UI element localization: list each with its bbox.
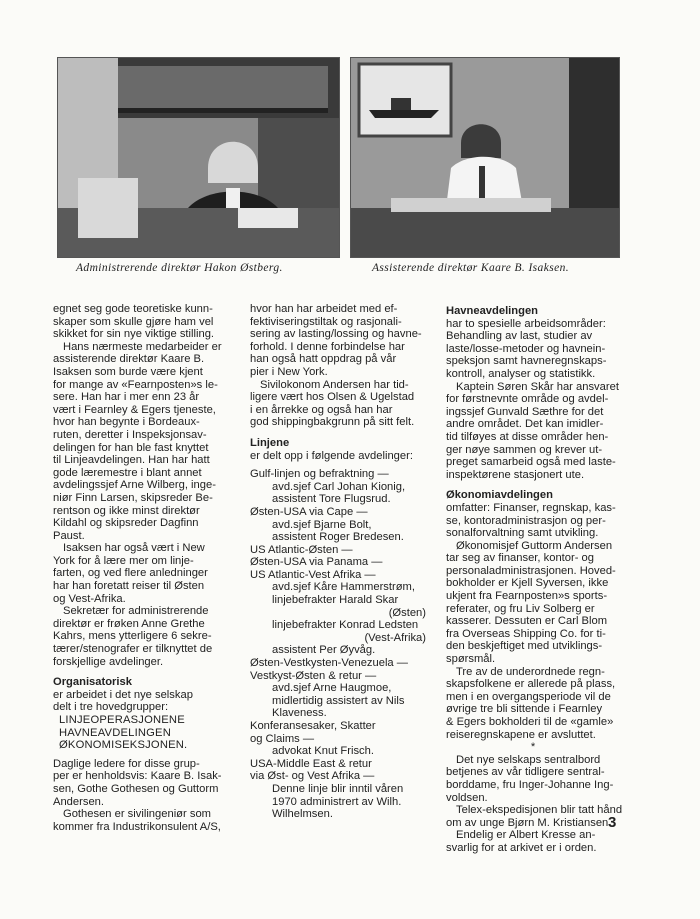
text-line: egnet seg gode teoretiske kunn- [53, 303, 213, 315]
text-line: & Egers bokholderi til de «gamle» [446, 716, 614, 728]
text-line: Konferansesaker, Skatter [250, 720, 376, 732]
text-line: ger nøye sammen og krever ut- [446, 443, 603, 456]
text-line: har han foretatt reiser til Østen [53, 580, 205, 593]
caption-right: Assisterende direktør Kaare B. Isaksen. [372, 262, 570, 274]
text-line: i en årrekke og også han har [250, 403, 393, 416]
text-line: ukjent fra Fearnposten»s sports- [446, 590, 608, 603]
text-line: assistent Per Øyvåg. [272, 644, 376, 657]
text-line: svarlig for at arkivet er i orden. [446, 841, 597, 854]
text-line: direktør er frøken Anne Grethe [53, 617, 205, 630]
text-line: assistent Roger Bredesen. [272, 531, 404, 544]
text-line: har to spesielle arbeidsområder: [446, 317, 606, 330]
text-line: per er henholdsvis: Kaare B. Isak- [53, 770, 222, 783]
text-line: til Linjeavdelingen. Han har hatt [53, 454, 210, 467]
text-line: Linjene [250, 436, 290, 449]
text-line: Østen-USA via Panama — [250, 556, 383, 569]
text-line: Gothesen er sivilingeniør som [63, 808, 211, 821]
text-line: Tre av de underordnede regn- [456, 665, 605, 678]
text-line: Kahrs, mens ytterligere 6 sekre- [53, 630, 212, 643]
text-line: York for å lære mer om linje- [53, 554, 194, 567]
text-line: pier i New York. [250, 365, 328, 378]
text-line: linjebefrakter Konrad Ledsten [272, 619, 419, 632]
text-line: Wilhelmsen. [272, 808, 333, 821]
text-line: men i en overgangsperiode vil de [446, 690, 611, 703]
text-line: assistent Tore Flugsrud. [272, 493, 391, 506]
text-line: avdelingssjef Arne Wilberg, inge- [53, 479, 216, 492]
text-line: sen, Gothe Gothesen og Guttorm [53, 782, 219, 795]
text-line: niør Finn Larsen, skipsreder Be- [53, 491, 213, 504]
text-line: borddame, fru Inger-Johanne Ing- [446, 778, 614, 791]
text-line: avd.sjef Carl Johan Kionig, [272, 480, 406, 493]
text-line: andre området. Det kan imidler- [446, 418, 604, 431]
text-line: spørsmål. [446, 653, 496, 666]
text-line: kasserer. Dessuten er Carl Blom [446, 615, 608, 628]
text-line: rentson og ikke minst direktør [53, 504, 200, 517]
text-line: * [530, 741, 536, 754]
caption-left: Administrerende direktør Hakon Østberg. [76, 262, 283, 274]
text-line: omfatter: Finanser, regnskap, kas- [446, 501, 616, 514]
text-line: ligere vært hos Olsen & Ugelstad [250, 391, 415, 404]
text-line: Klaveness. [272, 707, 327, 720]
text-line: vært i Fearnley & Egers tjeneste, [53, 403, 216, 416]
text-line: inspektørene stasjonert ute. [446, 468, 585, 481]
text-line: Organisatorisk [53, 676, 132, 689]
text-line: USA-Middle East & retur [250, 757, 372, 770]
text-line: via Øst- og Vest Afrika — [250, 770, 375, 783]
column-3 [446, 305, 623, 855]
text-line: advokat Knut Frisch. [272, 745, 374, 758]
text-line: speksjon samt havneregnskaps- [446, 355, 607, 368]
text-line: Sivilokonom Andersen har tid- [260, 378, 409, 391]
text-line: Isaksen som burde være kjent [53, 365, 203, 378]
text-line: Daglige ledere for disse grup- [53, 757, 200, 770]
text-line: fra Overseas Shipping Co. for ti- [446, 627, 606, 640]
text-line: fektiviseringstiltak og rasjonali- [250, 315, 402, 328]
text-line: delt i tre hovedgrupper: [53, 701, 169, 714]
text-line: ØKONOMISEKSJONEN. [59, 739, 188, 752]
text-line: den beskjeftiget med utviklings- [446, 640, 603, 653]
text-line: skikket for sin nye viktige stilling. [53, 328, 215, 341]
text-line: Vestkyst-Østen & retur — [250, 669, 377, 682]
text-line: og Vest-Afrika. [53, 592, 126, 605]
text-line: og Claims — [250, 732, 315, 745]
text-line: skapsfolkene er allerede på plass, [446, 678, 616, 691]
text-line: midlertidig assistert av Nils [272, 694, 405, 707]
text-line: 1970 administrert av Wilh. [272, 795, 402, 808]
text-line: Denne linje blir inntil våren [272, 782, 404, 795]
text-line: (Østen) [388, 606, 426, 619]
photo-hakon-ostberg [57, 57, 340, 258]
text-line: Østen-USA via Cape — [250, 505, 368, 518]
text-line: Andersen. [53, 795, 104, 808]
text-line: assisterende direktør Kaare B. [53, 353, 205, 366]
text-line: kontroll, analyser og statistikk. [446, 367, 596, 380]
photo-kaare-isaksen [350, 57, 620, 258]
text-line: Økonomisjef Guttorm Andersen [456, 539, 613, 552]
text-line: avd.sjef Arne Haugmoe, [272, 682, 392, 695]
text-line: Østen-Vestkysten-Venezuela — [250, 657, 408, 670]
text-line: US Atlantic-Vest Afrika — [250, 568, 376, 581]
text-line: avd.sjef Kåre Hammerstrøm, [272, 581, 415, 594]
text-line: referater, og fru Liv Solberg er [446, 602, 595, 615]
text-line: US Atlantic-Østen — [250, 543, 353, 556]
text-line: preget samarbeid også med laste- [446, 456, 616, 469]
text-line: reiseregnskapene er avsluttet. [446, 728, 596, 741]
text-line: om av unge Bjørn M. Kristiansen. [446, 816, 612, 829]
text-line: Sekretær for administrerende [63, 605, 209, 618]
text-line: tid tilføyes at disse områder hen- [446, 430, 609, 443]
text-line: sere. Han har i mer enn 23 år [53, 391, 200, 404]
text-line: Det nye selskaps sentralbord [456, 753, 601, 766]
text-line: HAVNEAVDELINGEN [59, 726, 171, 739]
text-line: Paust. [53, 529, 85, 542]
text-line: gode læremestre i blant annet [53, 466, 202, 479]
text-line: linjebefrakter Harald Skar [272, 594, 399, 607]
text-line: kommer fra Industrikonsulent A/S, [53, 820, 221, 833]
text-line: Kaptein Søren Skår har ansvaret [456, 380, 619, 393]
text-line: sering av lasting/lossing og havne- [250, 328, 422, 341]
text-line: personaladministrasjonen. Hoved- [446, 564, 616, 577]
text-line: betjenes av vår tidligere sentral- [446, 766, 605, 779]
text-line: avd.sjef Bjarne Bolt, [272, 518, 372, 531]
text-line: hvor han begynte i Bordeaux- [53, 416, 200, 429]
column-2 [250, 303, 426, 821]
text-line: Telex-ekspedisjonen blir tatt hånd [456, 804, 623, 817]
text-line: ingssjef Gunvald Sæthre for det [446, 405, 604, 418]
text-line: LINJEOPERASJONENE [59, 714, 185, 726]
text-line: Gulf-linjen og befraktning — [250, 468, 389, 481]
text-line: forhold. I denne forbindelse har [250, 340, 405, 353]
text-line: Hans nærmeste medarbeider er [63, 340, 222, 353]
text-line: bokholder er Kjell Syversen, ikke [446, 577, 609, 590]
text-line: Isaksen har også vært i New [63, 542, 205, 555]
text-line: Kildahl og skipsreder Dagfinn [53, 517, 199, 530]
text-line: tar seg av finanser, kontor- og [446, 552, 595, 565]
text-line: øvrige tre bli sittende i Fearnley [446, 703, 603, 716]
text-line: han også hatt oppdrag på vår [250, 353, 397, 366]
text-line: laste/losse-metoder og havnein- [446, 342, 606, 355]
text-line: skaper som skulle gjøre ham vel [53, 315, 214, 328]
text-line: Behandling av last, studier av [446, 330, 593, 343]
text-line: (Vest-Afrika) [364, 631, 426, 644]
text-line: Havneavdelingen [446, 305, 539, 317]
text-line: Økonomiavdelingen [446, 489, 553, 502]
text-line: tærer/stenografer er tilknyttet de [53, 643, 213, 656]
text-line: farten, og ved flere anledninger [53, 567, 208, 580]
text-line: hvor han har arbeidet med ef- [250, 303, 398, 315]
text-line: Endelig er Albert Kresse an- [456, 829, 596, 842]
text-line: for førstnevnte område og avdel- [446, 393, 609, 406]
page-number: 3 [608, 814, 617, 831]
column-1 [53, 303, 231, 833]
text-line: se, kontoradministrasjon og per- [446, 514, 606, 527]
text-line: for mange av «Fearnposten»s le- [53, 378, 218, 391]
text-line: ruten, deretter i Inspeksjonsav- [53, 428, 207, 441]
text-line: sonalforvaltning samt utvikling. [446, 527, 599, 540]
text-line: god shippingbakgrunn på sitt felt. [250, 416, 415, 429]
text-line: forskjellige avdelinger. [53, 655, 164, 668]
text-line: er arbeidet i det nye selskap [53, 688, 193, 701]
text-line: delingen for han ble fast knyttet [53, 441, 209, 454]
text-line: voldsen. [446, 791, 488, 804]
text-line: er delt opp i følgende avdelinger: [250, 449, 413, 462]
